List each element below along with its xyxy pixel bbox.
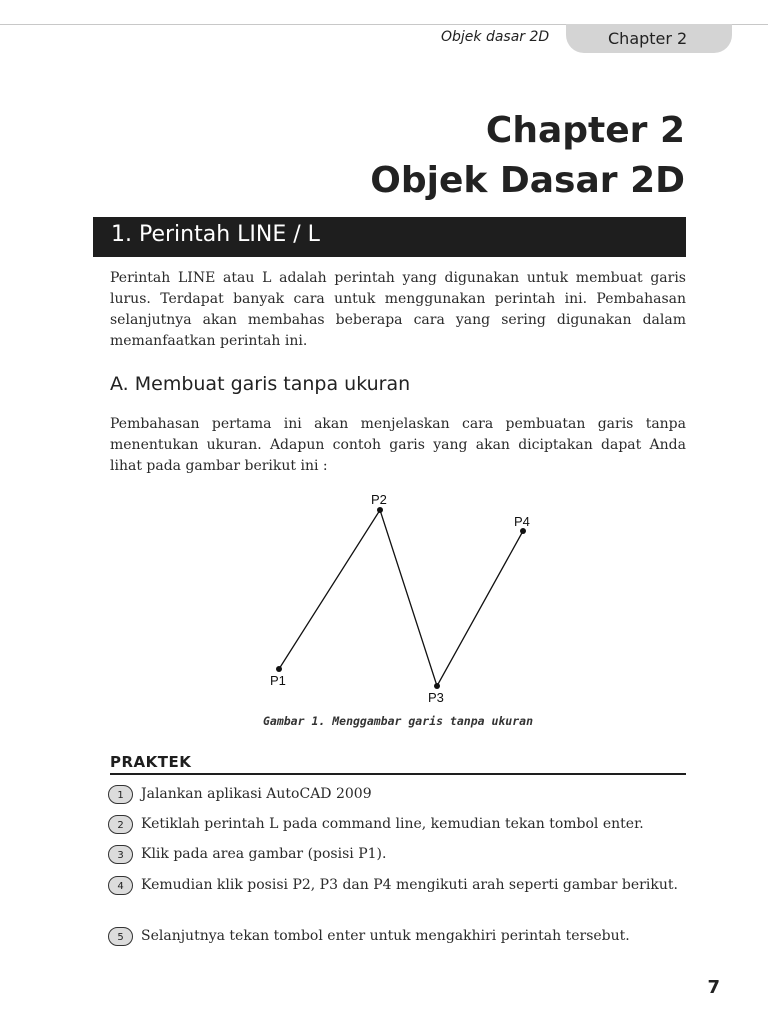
- step-text: Kemudian klik posisi P2, P3 dan P4 mengikuti arah seperti gambar berikut.: [141, 877, 678, 893]
- point-p4-label: P4: [514, 514, 530, 529]
- point-p2-label: P2: [371, 492, 387, 507]
- line-figure-svg: [250, 488, 550, 708]
- point-p3-label: P3: [428, 690, 444, 705]
- polyline-path: [279, 510, 523, 686]
- section-heading-bar: [93, 217, 686, 257]
- step-item: [108, 814, 688, 835]
- chapter-title: [370, 106, 685, 206]
- praktek-rule: [110, 773, 686, 775]
- step-text: Ketiklah perintah L pada command line, kemudian tekan tombol enter.: [141, 816, 644, 832]
- running-header-chapter-tab: [566, 24, 732, 53]
- step-number-badge: 2: [108, 815, 133, 834]
- step-text: Klik pada area gambar (posisi P1).: [141, 846, 387, 862]
- step-text: Selanjutnya tekan tombol enter untuk mengakhiri perintah tersebut.: [141, 928, 630, 944]
- chapter-number: Chapter 2: [485, 110, 685, 151]
- step-number-badge: 3: [108, 845, 133, 864]
- figure-caption: Gambar 1. Menggambar garis tanpa ukuran: [262, 714, 534, 728]
- page-number: 7: [707, 977, 720, 998]
- step-item: [108, 784, 688, 805]
- section-heading: 1. Perintah LINE / L: [111, 222, 320, 247]
- point-p2-marker: [377, 507, 383, 513]
- step-number-badge: 4: [108, 876, 133, 895]
- running-header-section: Objek dasar 2D: [441, 29, 550, 45]
- step-number-badge: 5: [108, 927, 133, 946]
- step-item: [108, 875, 688, 896]
- chapter-name: Objek Dasar 2D: [370, 160, 685, 201]
- line-figure: [250, 488, 550, 708]
- step-text: Jalankan aplikasi AutoCAD 2009: [141, 786, 372, 802]
- intro-paragraph: Perintah LINE atau L adalah perintah yang digunakan untuk membuat garis lurus. Terdapat banyak cara untuk menggunakan perintah ini. Pembahasan selanjutnya akan membahas beberapa cara yang sering digunakan dalam memanfaatkan perintah ini.: [110, 270, 686, 349]
- point-p1-label: P1: [270, 673, 286, 688]
- step-number-badge: 1: [108, 785, 133, 804]
- praktek-heading: PRAKTEK: [110, 753, 192, 771]
- point-p3-marker: [434, 683, 440, 689]
- point-p1-marker: [276, 666, 282, 672]
- subsection-paragraph: Pembahasan pertama ini akan menjelaskan cara pembuatan garis tanpa menentukan ukuran. Adapun contoh garis yang akan diciptakan dapat Anda lihat pada gambar berikut ini :: [110, 416, 686, 474]
- step-item: [108, 844, 688, 865]
- chapter-tab-label: Chapter 2: [608, 29, 688, 48]
- step-item: [108, 926, 688, 947]
- subsection-heading: A. Membuat garis tanpa ukuran: [110, 373, 411, 395]
